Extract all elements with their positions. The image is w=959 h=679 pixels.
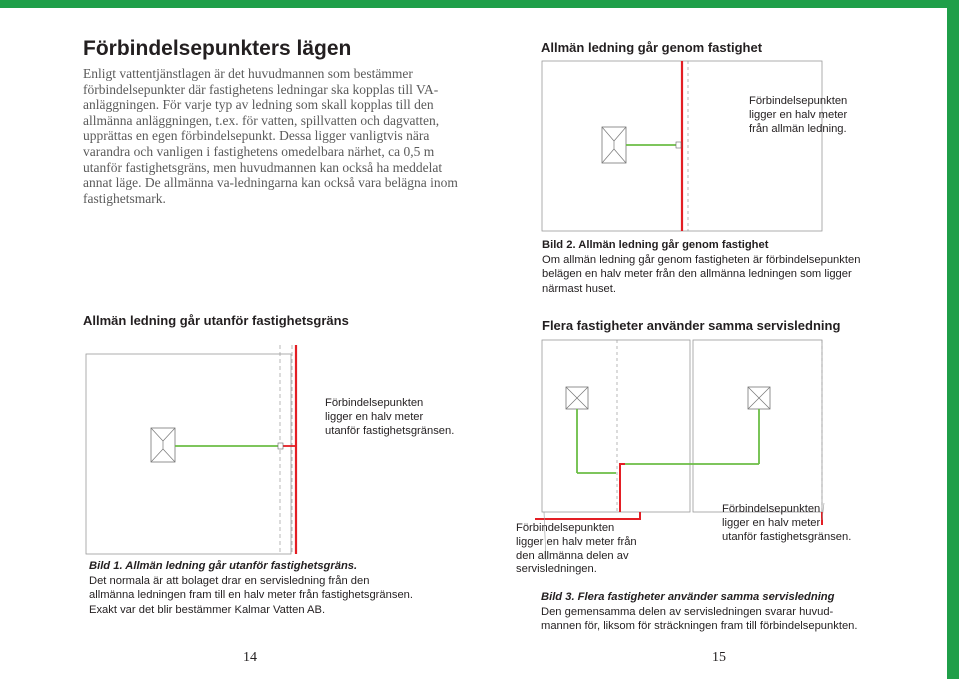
label-line: Förbindelsepunkten <box>722 503 821 515</box>
caption-title: Bild 1. Allmän ledning går utanför fastighetsgräns. <box>89 560 358 572</box>
house-icon <box>151 428 175 462</box>
heading-bild-2: Allmän ledning går genom fastighet <box>541 40 763 55</box>
connection-point-marker <box>676 142 681 148</box>
label-line: Förbindelsepunkten <box>749 95 848 107</box>
page-number-right: 15 <box>712 650 726 665</box>
label-line: den allmänna delen av <box>516 549 629 562</box>
intro-line: upprättas en egen förbindelsepunkt. Dessa ligger vanligtvis nära <box>83 128 430 144</box>
property-outline <box>86 354 291 554</box>
heading-bild-3: Flera fastigheter använder samma servisledning <box>542 318 841 333</box>
diagram-bild-1 <box>86 345 296 554</box>
intro-paragraph <box>83 66 473 206</box>
property-left-outline <box>542 340 690 512</box>
label-line: utanför fastighetsgränsen. <box>325 424 455 437</box>
label-line: servisledningen. <box>516 563 597 576</box>
house-icon-left <box>566 387 588 409</box>
diagram-1-label <box>325 397 454 438</box>
public-main-pipe <box>535 512 640 519</box>
label-line: ligger en halv meter från <box>516 535 637 548</box>
page-title: Förbindelsepunkters lägen <box>83 37 352 60</box>
label-line: ligger en halv meter <box>722 516 821 529</box>
caption-line: belägen en halv meter från den allmänna ledningen som ligger <box>542 268 852 281</box>
intro-line: anläggningen. För varje typ av ledning som skall kopplas till den <box>83 97 434 113</box>
caption-bild-2 <box>542 238 922 296</box>
caption-line: Exakt var det blir bestämmer Kalmar Vatten AB. <box>89 603 326 616</box>
connection-point-marker <box>278 443 283 449</box>
house-icon-right <box>748 387 770 409</box>
label-line: ligger en halv meter <box>749 108 848 121</box>
intro-line: varandra och vanligen i fastighetens omedelbara närhet, ca 0,5 m <box>83 143 435 159</box>
diagram-3-label-left <box>516 522 637 577</box>
caption-line: Om allmän ledning går genom fastigheten är förbindelsepunkten <box>542 253 861 266</box>
intro-line: förbindelsepunkter där fastighetens ledningar ska kopplas till VA- <box>83 81 439 97</box>
page-number-left: 14 <box>243 650 257 665</box>
label-line: ligger en halv meter <box>325 410 424 423</box>
diagram-3-label-right <box>722 503 851 544</box>
section-heading-bild-1: Allmän ledning går utanför fastighetsgräns <box>83 313 349 328</box>
caption-line: mannen för, liksom för sträckningen fram till förbindelsepunkten. <box>541 620 858 633</box>
house-icon <box>602 127 626 163</box>
caption-line: närmast huset. <box>542 282 616 295</box>
caption-title: Bild 2. Allmän ledning går genom fastighet <box>542 239 769 251</box>
caption-bild-3 <box>541 590 931 634</box>
public-shared-part <box>620 464 625 512</box>
label-line: Förbindelsepunkten <box>516 522 615 534</box>
label-line: från allmän ledning. <box>749 122 847 135</box>
property-right-outline <box>693 340 822 512</box>
caption-line: Det normala är att bolaget drar en servisledning från den <box>89 574 370 587</box>
caption-line: allmänna ledningen fram till en halv meter från fastighetsgränsen. <box>89 589 413 602</box>
intro-line: fastighetsmark. <box>83 190 166 206</box>
label-line: utanför fastighetsgränsen. <box>722 530 852 543</box>
intro-line: annat läge. De allmänna va-ledningarna kan också vara belägna inom <box>83 175 458 191</box>
caption-line: Den gemensamma delen av servisledningen svarar huvud- <box>541 605 834 618</box>
diagram-2-label <box>749 95 847 136</box>
diagram-bild-2 <box>542 61 822 231</box>
label-line: Förbindelsepunkten <box>325 397 424 409</box>
caption-title: Bild 3. Flera fastigheter använder samma servisledning <box>541 591 835 603</box>
intro-line: allmänna anläggningen, t.ex. för vatten, spillvatten och dagvatten, <box>83 112 440 128</box>
intro-line: Enligt vattentjänstlagen är det huvudmannen som bestämmer <box>83 66 413 81</box>
intro-line: utanför fastighetsgräns, men huvudmannen kan också ha meddelat <box>83 159 443 175</box>
caption-bild-1 <box>89 559 469 617</box>
